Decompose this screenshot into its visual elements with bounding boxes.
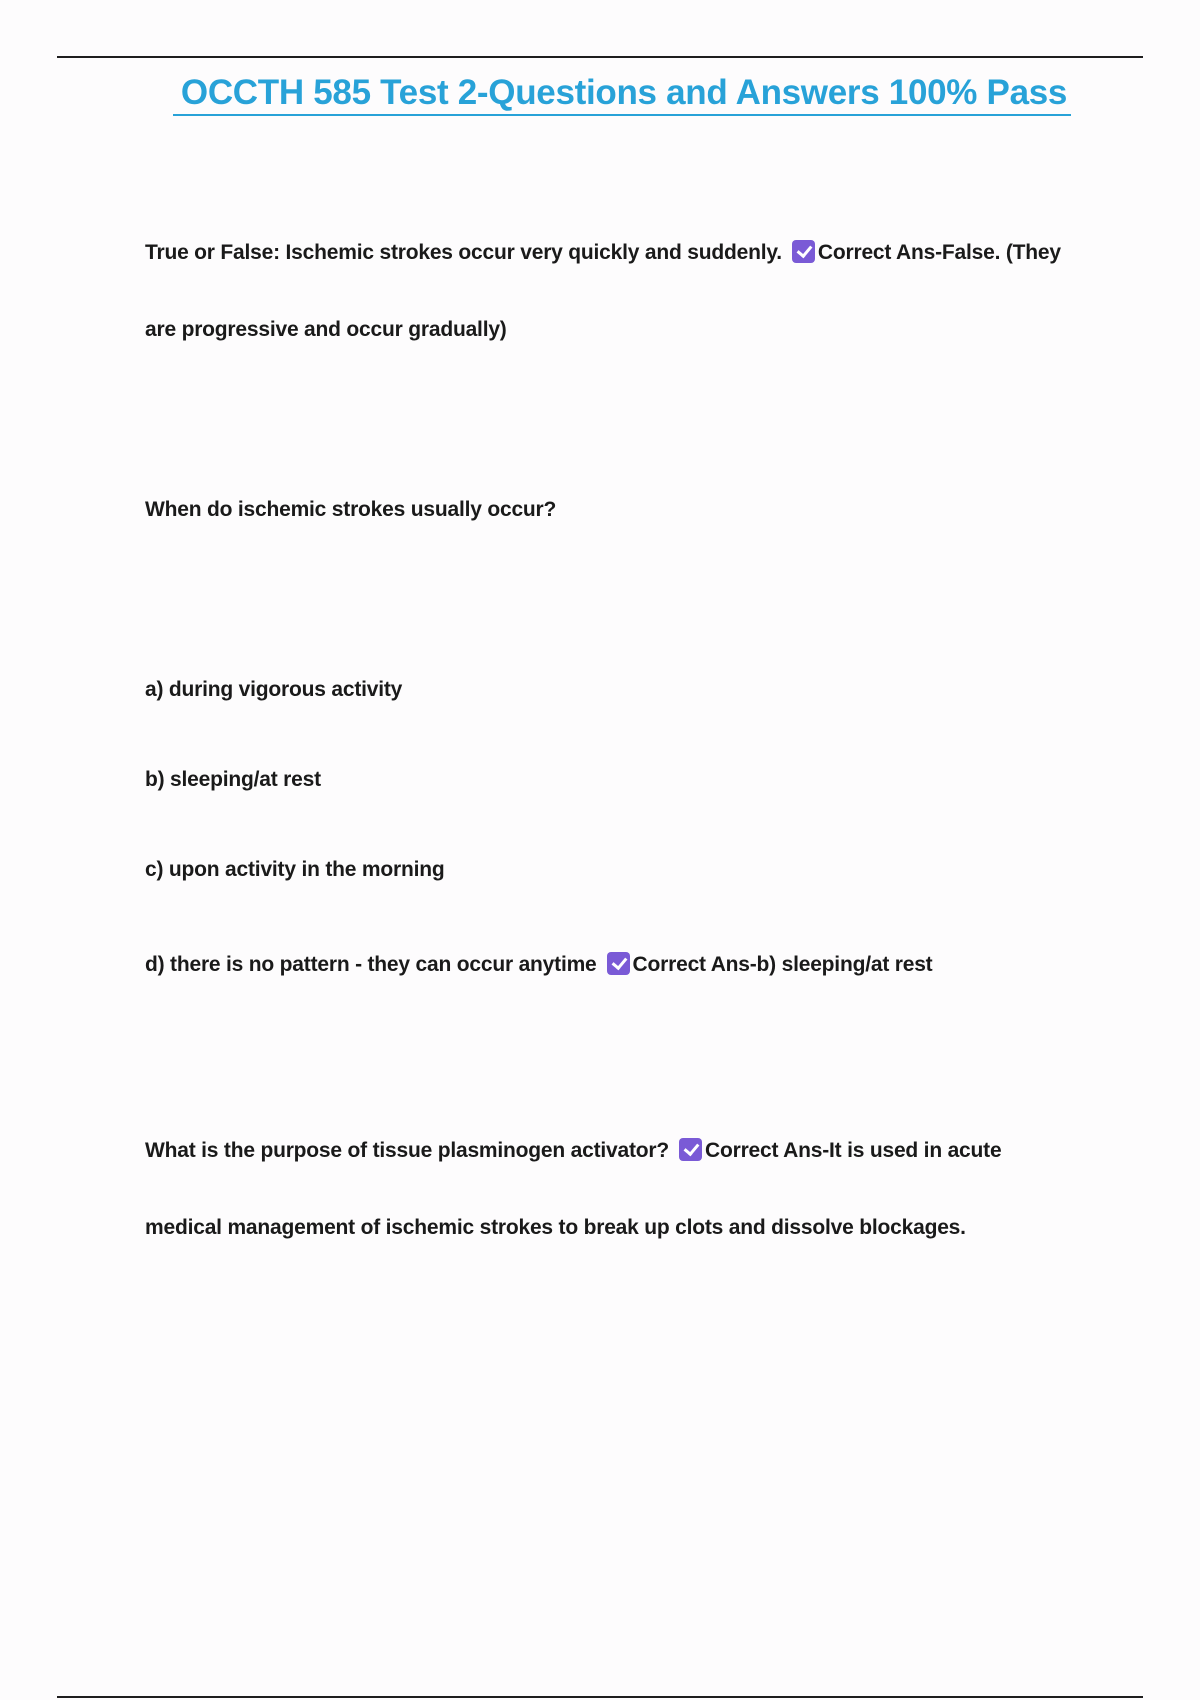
checkbox-checked-icon xyxy=(679,1138,702,1161)
question-1-line-1 xyxy=(145,240,1061,265)
question-1-answer: Correct Ans-False. (They xyxy=(817,241,1061,264)
top-rule xyxy=(57,56,1143,58)
question-3-line-1 xyxy=(145,1138,1001,1163)
question-1-prompt: True or False: Ischemic strokes occur very quickly and suddenly. xyxy=(145,241,782,264)
question-2-option-d: d) there is no pattern - they can occur anytime xyxy=(145,953,597,976)
checkbox-checked-icon xyxy=(607,952,630,975)
document-title: OCCTH 585 Test 2-Questions and Answers 100% Pass xyxy=(173,72,1071,116)
bottom-rule xyxy=(57,1696,1143,1698)
question-3-answer: Correct Ans-It is used in acute xyxy=(705,1139,1002,1162)
question-3-line-2 xyxy=(145,1216,966,1240)
question-2-prompt: When do ischemic strokes usually occur? xyxy=(145,498,557,521)
question-2-line-d xyxy=(145,952,932,977)
question-1-answer-continued: are progressive and occur gradually) xyxy=(145,318,507,341)
question-2-answer: Correct Ans-b) sleeping/at rest xyxy=(632,953,933,976)
question-2-option-c: c) upon activity in the morning xyxy=(145,858,445,881)
document-title-wrapper xyxy=(0,72,1200,116)
question-3-answer-continued: medical management of ischemic strokes to break up clots and dissolve blockages. xyxy=(145,1216,966,1239)
question-2-option-b: b) sleeping/at rest xyxy=(145,768,321,791)
question-1-line-2 xyxy=(145,318,507,342)
checkbox-checked-icon xyxy=(792,240,815,263)
question-3-prompt: What is the purpose of tissue plasminogen activator? xyxy=(145,1139,670,1162)
question-2-option-a: a) during vigorous activity xyxy=(145,678,403,701)
